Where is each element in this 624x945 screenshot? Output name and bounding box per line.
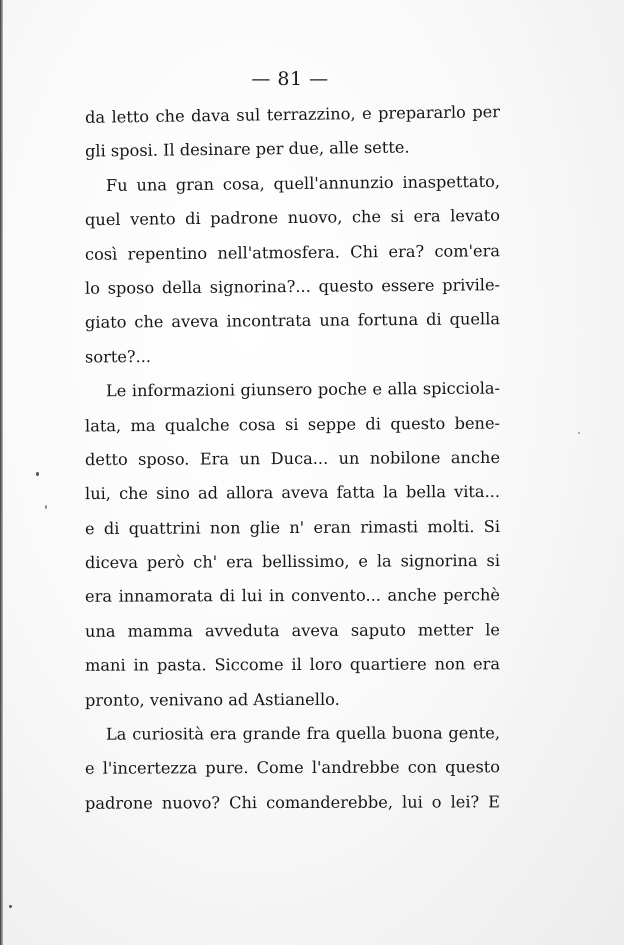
ink-speck	[45, 505, 47, 509]
text-line: così repentino nell'atmosfera. Chi era? com'era	[84, 240, 501, 264]
ink-speck	[9, 905, 12, 908]
text-line: sorte?...	[84, 346, 152, 367]
body-text	[85, 98, 500, 820]
text-line: padrone nuovo? Chi comanderebbe, lui o lei? E	[84, 792, 501, 813]
ink-speck	[36, 472, 39, 476]
text-line: mani in pasta. Siccome il loro quartiere non era	[84, 654, 501, 675]
text-line: gli sposi. Il desinare per due, alle sette.	[84, 137, 410, 161]
text-line: diceva però ch' era bellissimo, e la signorina si	[84, 550, 501, 573]
text-line: e l'incertezza pure. Come l'andrebbe con questo	[84, 757, 501, 779]
paragraph-start-line: Le informazioni giunsero poche e alla spicciola-	[105, 378, 501, 401]
text-line: quel vento di padrone nuovo, che si era levato	[84, 205, 501, 230]
page-binding-edge	[0, 0, 3, 945]
paragraph-start-line: La curiosità era grande fra quella buona gente,	[105, 723, 501, 744]
text-line: lo sposo della signorina?... questo essere privile-	[84, 275, 501, 298]
text-line: era innamorata di lui in convento... anche perchè	[84, 585, 501, 607]
text-line: pronto, venivano ad Astianello.	[84, 689, 340, 710]
text-line: da letto che dava sul terrazzino, e prepararlo per	[84, 102, 501, 127]
text-line: e di quattrini non glie n' eran rimasti molti. Si	[84, 516, 501, 538]
text-line: lata, ma qualche cosa si seppe di questo bene-	[84, 413, 501, 435]
text-line: lui, che sino ad allora aveva fatta la bella vita...	[84, 482, 501, 504]
text-line: detto sposo. Era un Duca... un nobilone anche	[84, 447, 501, 469]
text-line: giato che aveva incontrata una fortuna di quella	[84, 309, 501, 333]
page-number: — 81 —	[251, 68, 329, 90]
paragraph-start-line: Fu una gran cosa, quell'annunzio inaspettato,	[105, 171, 501, 195]
ink-speck	[578, 432, 580, 434]
text-line: una mamma avveduta aveva saputo metter le	[84, 620, 501, 641]
